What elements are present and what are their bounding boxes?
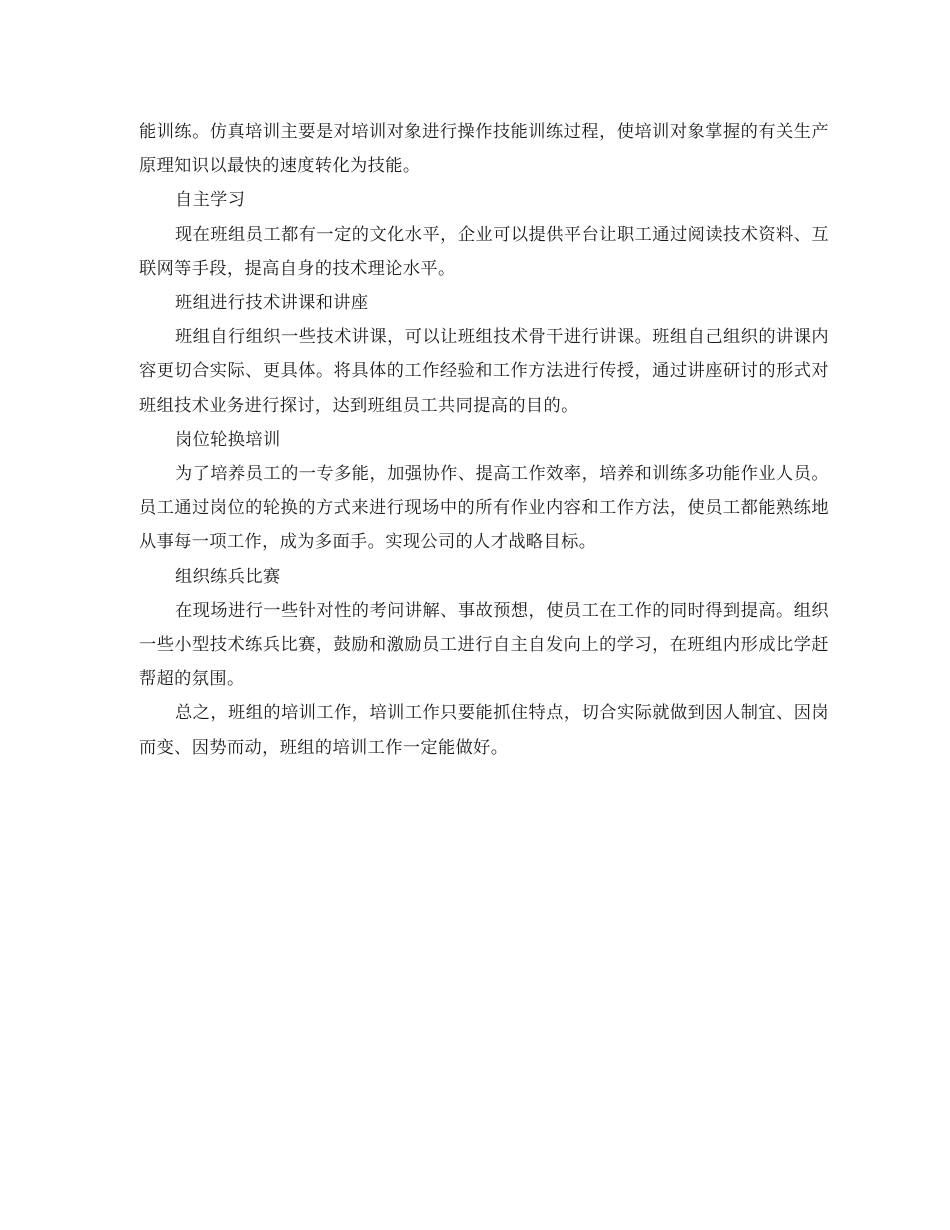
paragraph-skill-competition: 在现场进行一些针对性的考问讲解、事故预想，使员工在工作的同时得到提高。组织一些小型技术练兵比赛，鼓励和激励员工进行自主自发向上的学习，在班组内形成比学赶帮超的氛围。 — [139, 600, 829, 690]
paragraph-simulation-training-continued: 能训练。仿真培训主要是对培训对象进行操作技能训练过程，使培训对象掌握的有关生产原理知识以最快的速度转化为技能。 — [139, 122, 829, 177]
paragraph-technical-lectures: 班组自行组织一些技术讲课，可以让班组技术骨干进行讲课。班组自己组织的讲课内容更切合实际、更具体。将具体的工作经验和工作方法进行传授，通过讲座研讨的形式对班组技术业务进行探讨，达到班组员工共同提高的目的。 — [139, 327, 829, 416]
paragraph-conclusion: 总之，班组的培训工作，培训工作只要能抓住特点，切合实际就做到因人制宜、因岗而变、因势而动，班组的培训工作一定能做好。 — [139, 703, 829, 758]
heading-self-study: 自主学习 — [175, 190, 246, 211]
paragraph-job-rotation: 为了培养员工的一专多能，加强协作、提高工作效率，培养和训练多功能作业人员。员工通过岗位的轮换的方式来进行现场中的所有作业内容和工作方法，使员工都能熟练地从事每一项工作，成为多面手。实现公司的人才战略目标。 — [139, 464, 829, 553]
document-body — [139, 115, 829, 765]
heading-job-rotation: 岗位轮换培训 — [175, 429, 281, 450]
heading-skill-competition: 组织练兵比赛 — [175, 566, 281, 587]
heading-technical-lectures: 班组进行技术讲课和讲座 — [175, 293, 369, 314]
paragraph-self-study: 现在班组员工都有一定的文化水平，企业可以提供平台让职工通过阅读技术资料、互联网等手段，提高自身的技术理论水平。 — [139, 224, 829, 279]
